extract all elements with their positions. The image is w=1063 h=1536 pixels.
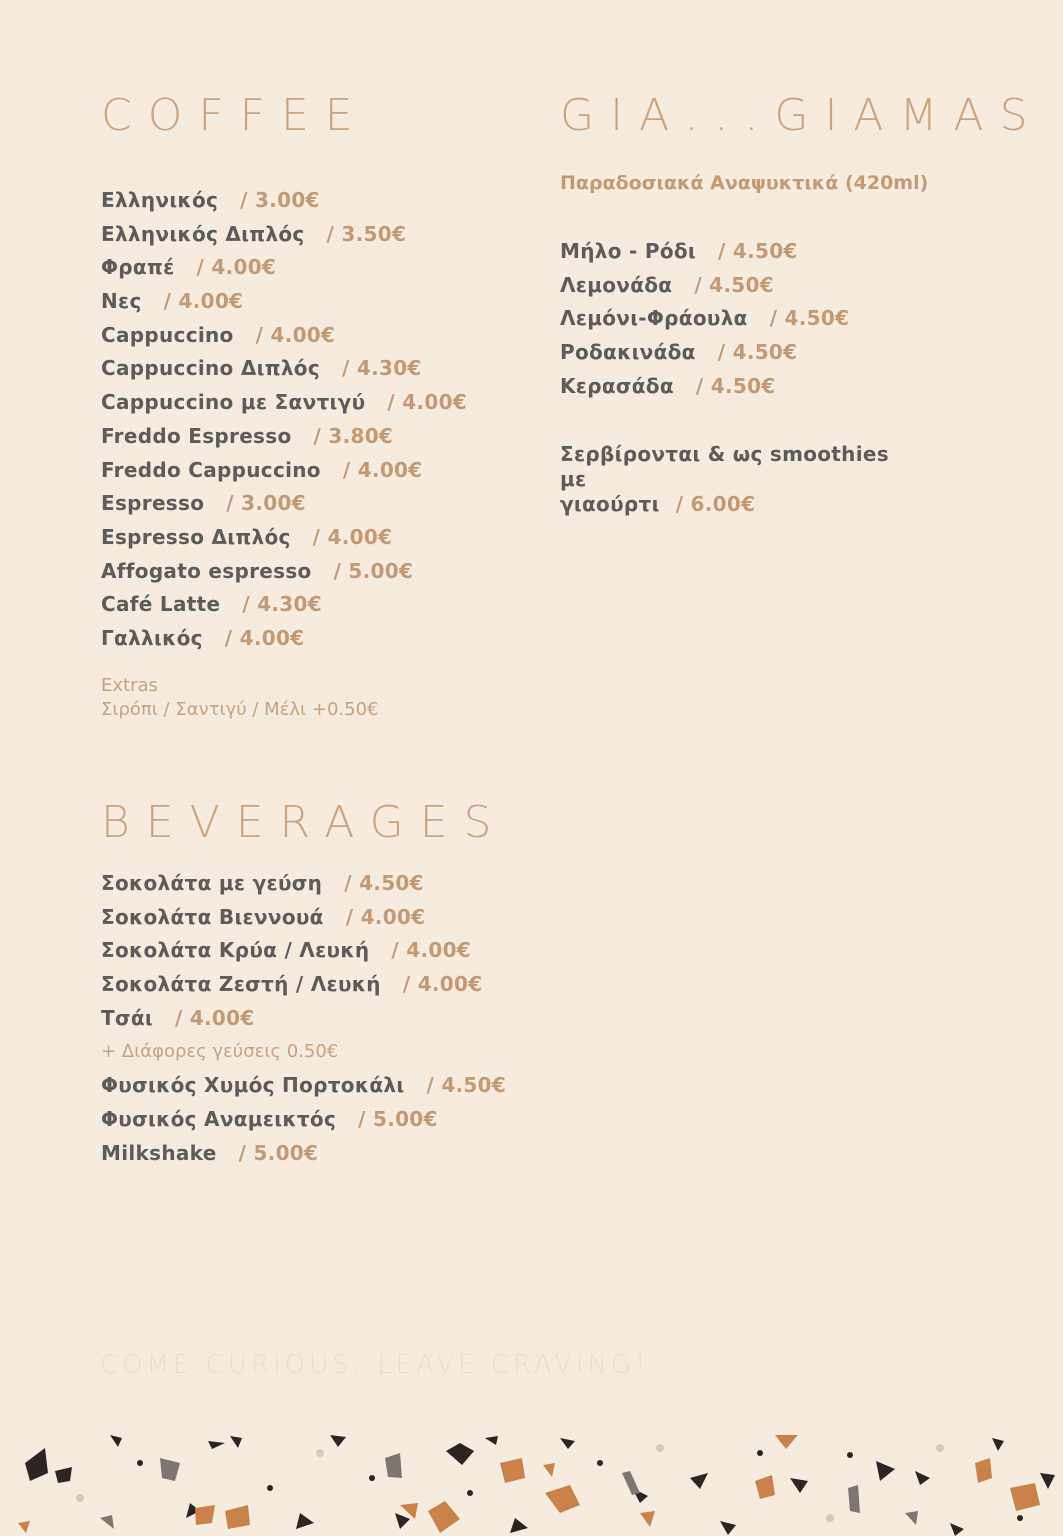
- tea-note: + Διάφορες γεύσεις 0.50€: [101, 1041, 339, 1063]
- item-price: / 4.00€: [342, 457, 423, 482]
- menu-item: [101, 285, 467, 319]
- terrazzo-chip: [267, 1485, 273, 1491]
- coffee-extras: [101, 674, 378, 722]
- terrazzo-chip: [1017, 1515, 1023, 1521]
- slogan: COME CURIOUS, LEAVE CRAVING!: [100, 1350, 650, 1380]
- item-name: Café Latte: [101, 592, 221, 617]
- smoothie-line-1: Σερβίρονται & ως smoothies με: [560, 442, 889, 491]
- menu-item: [101, 420, 467, 454]
- menu-item: [101, 867, 506, 901]
- item-price: / 4.50€: [344, 871, 424, 895]
- terrazzo-chip: [847, 1452, 853, 1458]
- item-price: / 5.00€: [238, 1140, 319, 1165]
- extras-text: Σιρόπι / Σαντιγύ / Μέλι +0.50€: [101, 699, 379, 720]
- item-price: / 3.00€: [226, 491, 306, 516]
- terrazzo-chip: [656, 1444, 664, 1452]
- smoothie-note: [560, 442, 910, 517]
- terrazzo-pattern: [0, 1433, 1063, 1536]
- extras-title: Extras: [101, 675, 158, 696]
- item-price: / 4.50€: [718, 239, 798, 263]
- menu-item: [101, 934, 506, 968]
- item-name: Φυσικός Χυμός Πορτοκάλι: [101, 1073, 405, 1098]
- item-price: / 4.00€: [163, 289, 244, 314]
- terrazzo-chip: [757, 1450, 763, 1456]
- menu-item: [101, 1137, 506, 1171]
- item-name: Σοκολάτα Κρύα / Λευκή: [101, 938, 370, 963]
- item-name: Ροδακινάδα: [560, 340, 696, 365]
- beverages-list: [101, 867, 506, 1170]
- item-name: Milkshake: [101, 1140, 217, 1165]
- item-price: / 3.50€: [326, 221, 407, 246]
- gia-giamas-list: [560, 235, 849, 403]
- item-price: / 4.00€: [224, 625, 305, 650]
- terrazzo-chip: [936, 1444, 944, 1452]
- smoothie-price: / 6.00€: [675, 492, 756, 516]
- terrazzo-chip: [137, 1460, 143, 1466]
- item-name: Νες: [101, 289, 142, 314]
- item-name: Λεμονάδα: [560, 272, 673, 297]
- item-price: / 4.50€: [769, 306, 850, 331]
- menu-item: [101, 1002, 506, 1036]
- item-name: Τσάι: [101, 1005, 153, 1030]
- coffee-list: [101, 184, 467, 656]
- item-price: / 4.00€: [387, 390, 468, 415]
- item-price: / 4.50€: [694, 272, 774, 297]
- item-name: Affogato espresso: [101, 558, 312, 583]
- item-name: Cappuccino: [101, 322, 234, 347]
- smoothie-line-2: γιαούρτι: [560, 492, 660, 516]
- item-name: Freddo Cappuccino: [101, 457, 321, 482]
- item-name: Κερασάδα: [560, 373, 674, 398]
- item-price: / 4.30€: [242, 592, 322, 617]
- menu-item: [101, 968, 506, 1002]
- item-price: / 4.30€: [342, 356, 422, 381]
- menu-item: [101, 454, 467, 488]
- menu-item: [101, 184, 467, 218]
- item-price: / 4.00€: [345, 904, 426, 929]
- menu-item: [101, 1069, 506, 1103]
- terrazzo-chip: [467, 1490, 473, 1496]
- menu-item: [101, 386, 467, 420]
- item-price: / 4.50€: [426, 1073, 507, 1098]
- item-name: Cappuccino Διπλός: [101, 356, 320, 381]
- item-price: / 4.00€: [312, 524, 393, 549]
- item-price: / 5.00€: [358, 1106, 438, 1131]
- terrazzo-chip: [76, 1494, 84, 1502]
- menu-item: [101, 352, 467, 386]
- item-name: Φυσικός Αναμεικτός: [101, 1106, 337, 1131]
- item-price: / 3.00€: [240, 188, 320, 212]
- menu-item: [101, 319, 467, 353]
- item-price: / 4.00€: [402, 972, 483, 997]
- item-price: / 4.00€: [391, 938, 472, 963]
- item-price: / 4.00€: [255, 322, 336, 347]
- menu-item: [101, 622, 467, 656]
- menu-item: [560, 269, 849, 303]
- menu-item: [101, 487, 467, 521]
- terrazzo-chip: [597, 1460, 603, 1466]
- item-name: Espresso: [101, 491, 205, 516]
- gia-giamas-subtitle: Παραδοσιακά Αναψυκτικά (420ml): [560, 172, 929, 194]
- item-price: / 3.80€: [313, 423, 394, 448]
- item-price: / 4.00€: [196, 255, 277, 280]
- terrazzo-chip: [826, 1514, 834, 1522]
- terrazzo-chip: [316, 1449, 324, 1457]
- item-name: Σοκολάτα Ζεστή / Λευκή: [101, 972, 381, 997]
- item-name: Σοκολάτα με γεύση: [101, 871, 323, 895]
- terrazzo-chip: [195, 1505, 215, 1525]
- item-price: / 4.00€: [174, 1005, 255, 1030]
- gia-giamas-title: GIA...GIAMAS: [560, 90, 1044, 141]
- menu-item: [101, 901, 506, 935]
- menu-item: [101, 1103, 506, 1137]
- menu-item: [101, 555, 467, 589]
- item-price: / 4.50€: [695, 373, 776, 398]
- item-name: Ελληνικός: [101, 188, 219, 212]
- item-price: / 5.00€: [333, 558, 414, 583]
- item-name: Γαλλικός: [101, 625, 203, 650]
- item-name: Freddo Espresso: [101, 423, 292, 448]
- menu-item: [101, 588, 467, 622]
- menu-item: [101, 218, 467, 252]
- terrazzo-chip: [369, 1475, 375, 1481]
- menu-item: [560, 302, 849, 336]
- menu-item: [560, 336, 849, 370]
- item-name: Λεμόνι-Φράουλα: [560, 306, 748, 331]
- item-name: Μήλο - Ρόδι: [560, 239, 696, 263]
- menu-item: [560, 235, 849, 269]
- menu-item: [101, 251, 467, 285]
- menu-item: [101, 521, 467, 555]
- item-price: / 4.50€: [717, 340, 798, 365]
- coffee-title: COFFEE: [101, 90, 369, 141]
- item-name: Σοκολάτα Βιεννουά: [101, 904, 324, 929]
- item-name: Ελληνικός Διπλός: [101, 221, 305, 246]
- menu-item: [560, 370, 849, 404]
- item-name: Φραπέ: [101, 255, 175, 280]
- terrazzo-background: [0, 1433, 1063, 1536]
- item-name: Espresso Διπλός: [101, 524, 291, 549]
- beverages-title: BEVERAGES: [101, 797, 508, 848]
- item-name: Cappuccino με Σαντιγύ: [101, 390, 366, 415]
